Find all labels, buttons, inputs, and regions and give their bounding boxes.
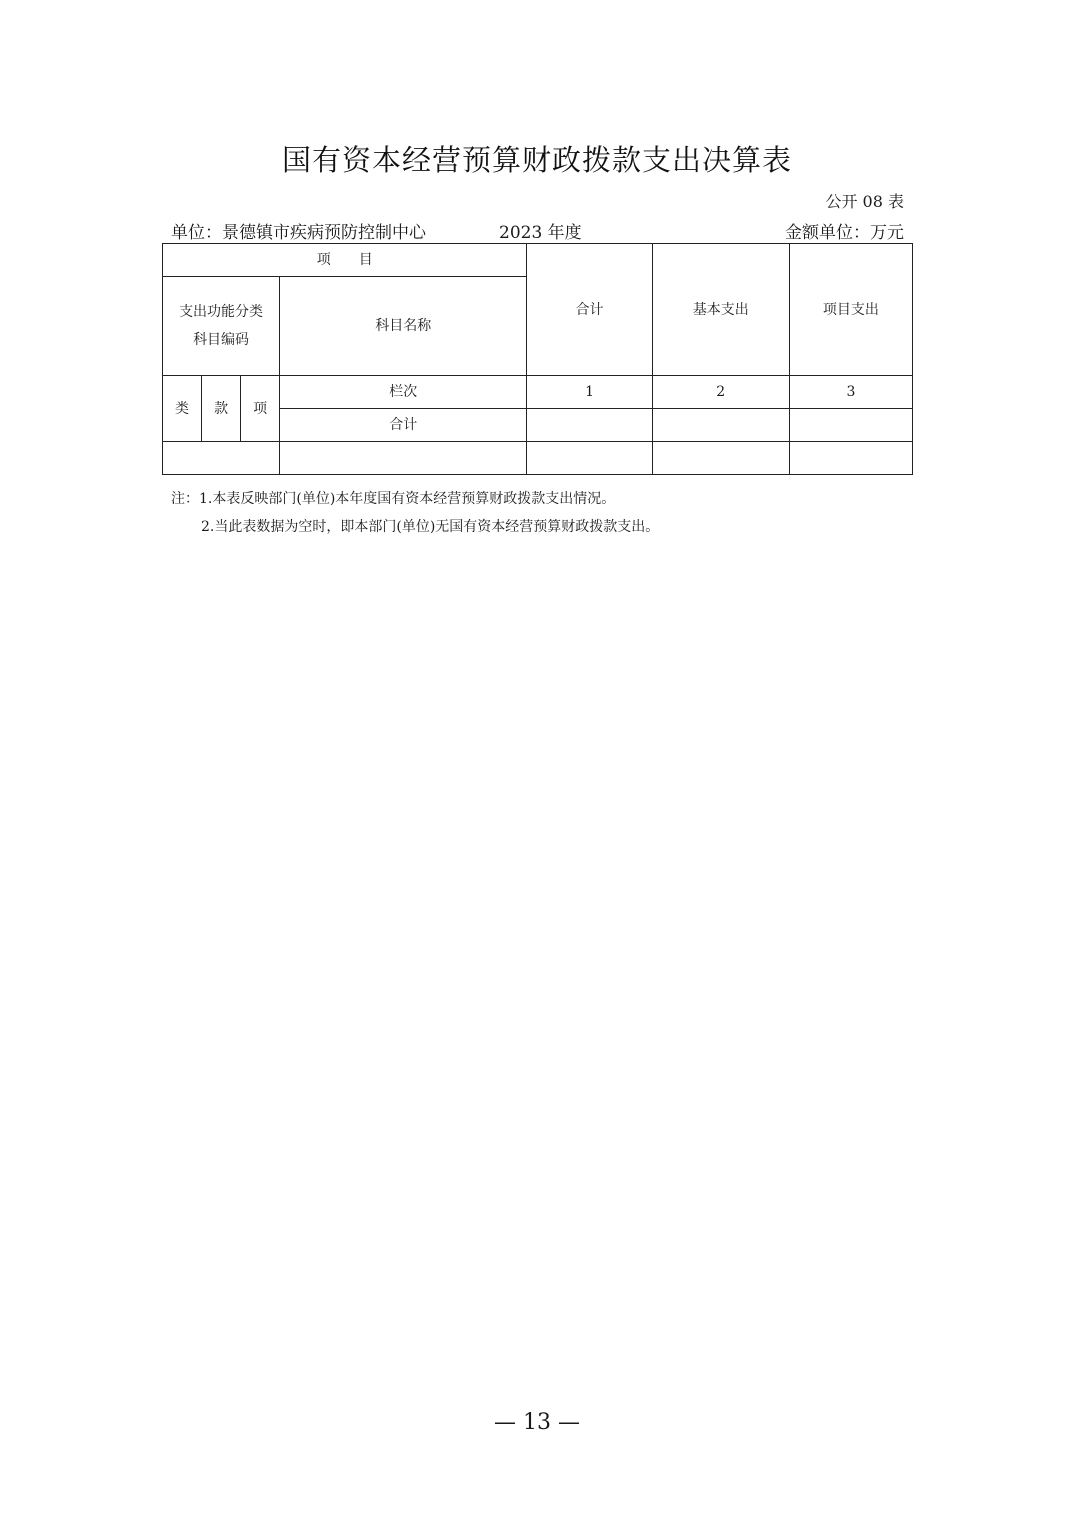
total-label-cell: 合计 [280,409,527,442]
total-value-cell [652,409,789,442]
colnum-3-cell: 3 [789,376,912,409]
code-lei-cell: 类 [163,376,202,442]
header-name-cell: 科目名称 [280,277,527,376]
header-item-cell: 项 目 [163,244,527,277]
table-notes [171,485,659,541]
note-line-2: 2.当此表数据为空时，即本部门(单位)无国有资本经营预算财政拨款支出。 [201,519,660,535]
budget-table [162,243,913,475]
column-number-row [163,376,913,409]
reporting-unit: 单位：景德镇市疾病预防控制中心 [171,223,426,243]
colnum-label-cell: 栏次 [280,376,527,409]
note-line-1: 注：1.本表反映部门(单位)本年度国有资本经营预算财政拨款支出情况。 [171,491,616,507]
row-value-cell [527,442,652,475]
row-value-cell [789,442,912,475]
row-code-cell [163,442,280,475]
colnum-2-cell: 2 [652,376,789,409]
header-code-cell [163,277,280,376]
page-title: 国有资本经营预算财政拨款支出决算表 [281,143,792,177]
header-project-cell: 项目支出 [789,244,912,376]
row-name-cell [280,442,527,475]
header-total-cell: 合计 [527,244,652,376]
colnum-1-cell: 1 [527,376,652,409]
header-row-item [163,244,913,277]
total-value-cell [527,409,652,442]
header-basic-cell: 基本支出 [652,244,789,376]
form-code: 公开 08 表 [825,192,904,211]
code-kuan-cell: 款 [202,376,241,442]
page-number: — 13 — [494,1410,580,1435]
code-xiang-cell: 项 [241,376,280,442]
fiscal-year: 2023 年度 [499,223,582,243]
table-row [163,442,913,475]
row-value-cell [652,442,789,475]
header-code-line2: 科目编码 [193,332,250,348]
header-code-line1: 支出功能分类 [179,304,264,320]
total-value-cell [789,409,912,442]
amount-unit: 金额单位：万元 [785,223,904,243]
